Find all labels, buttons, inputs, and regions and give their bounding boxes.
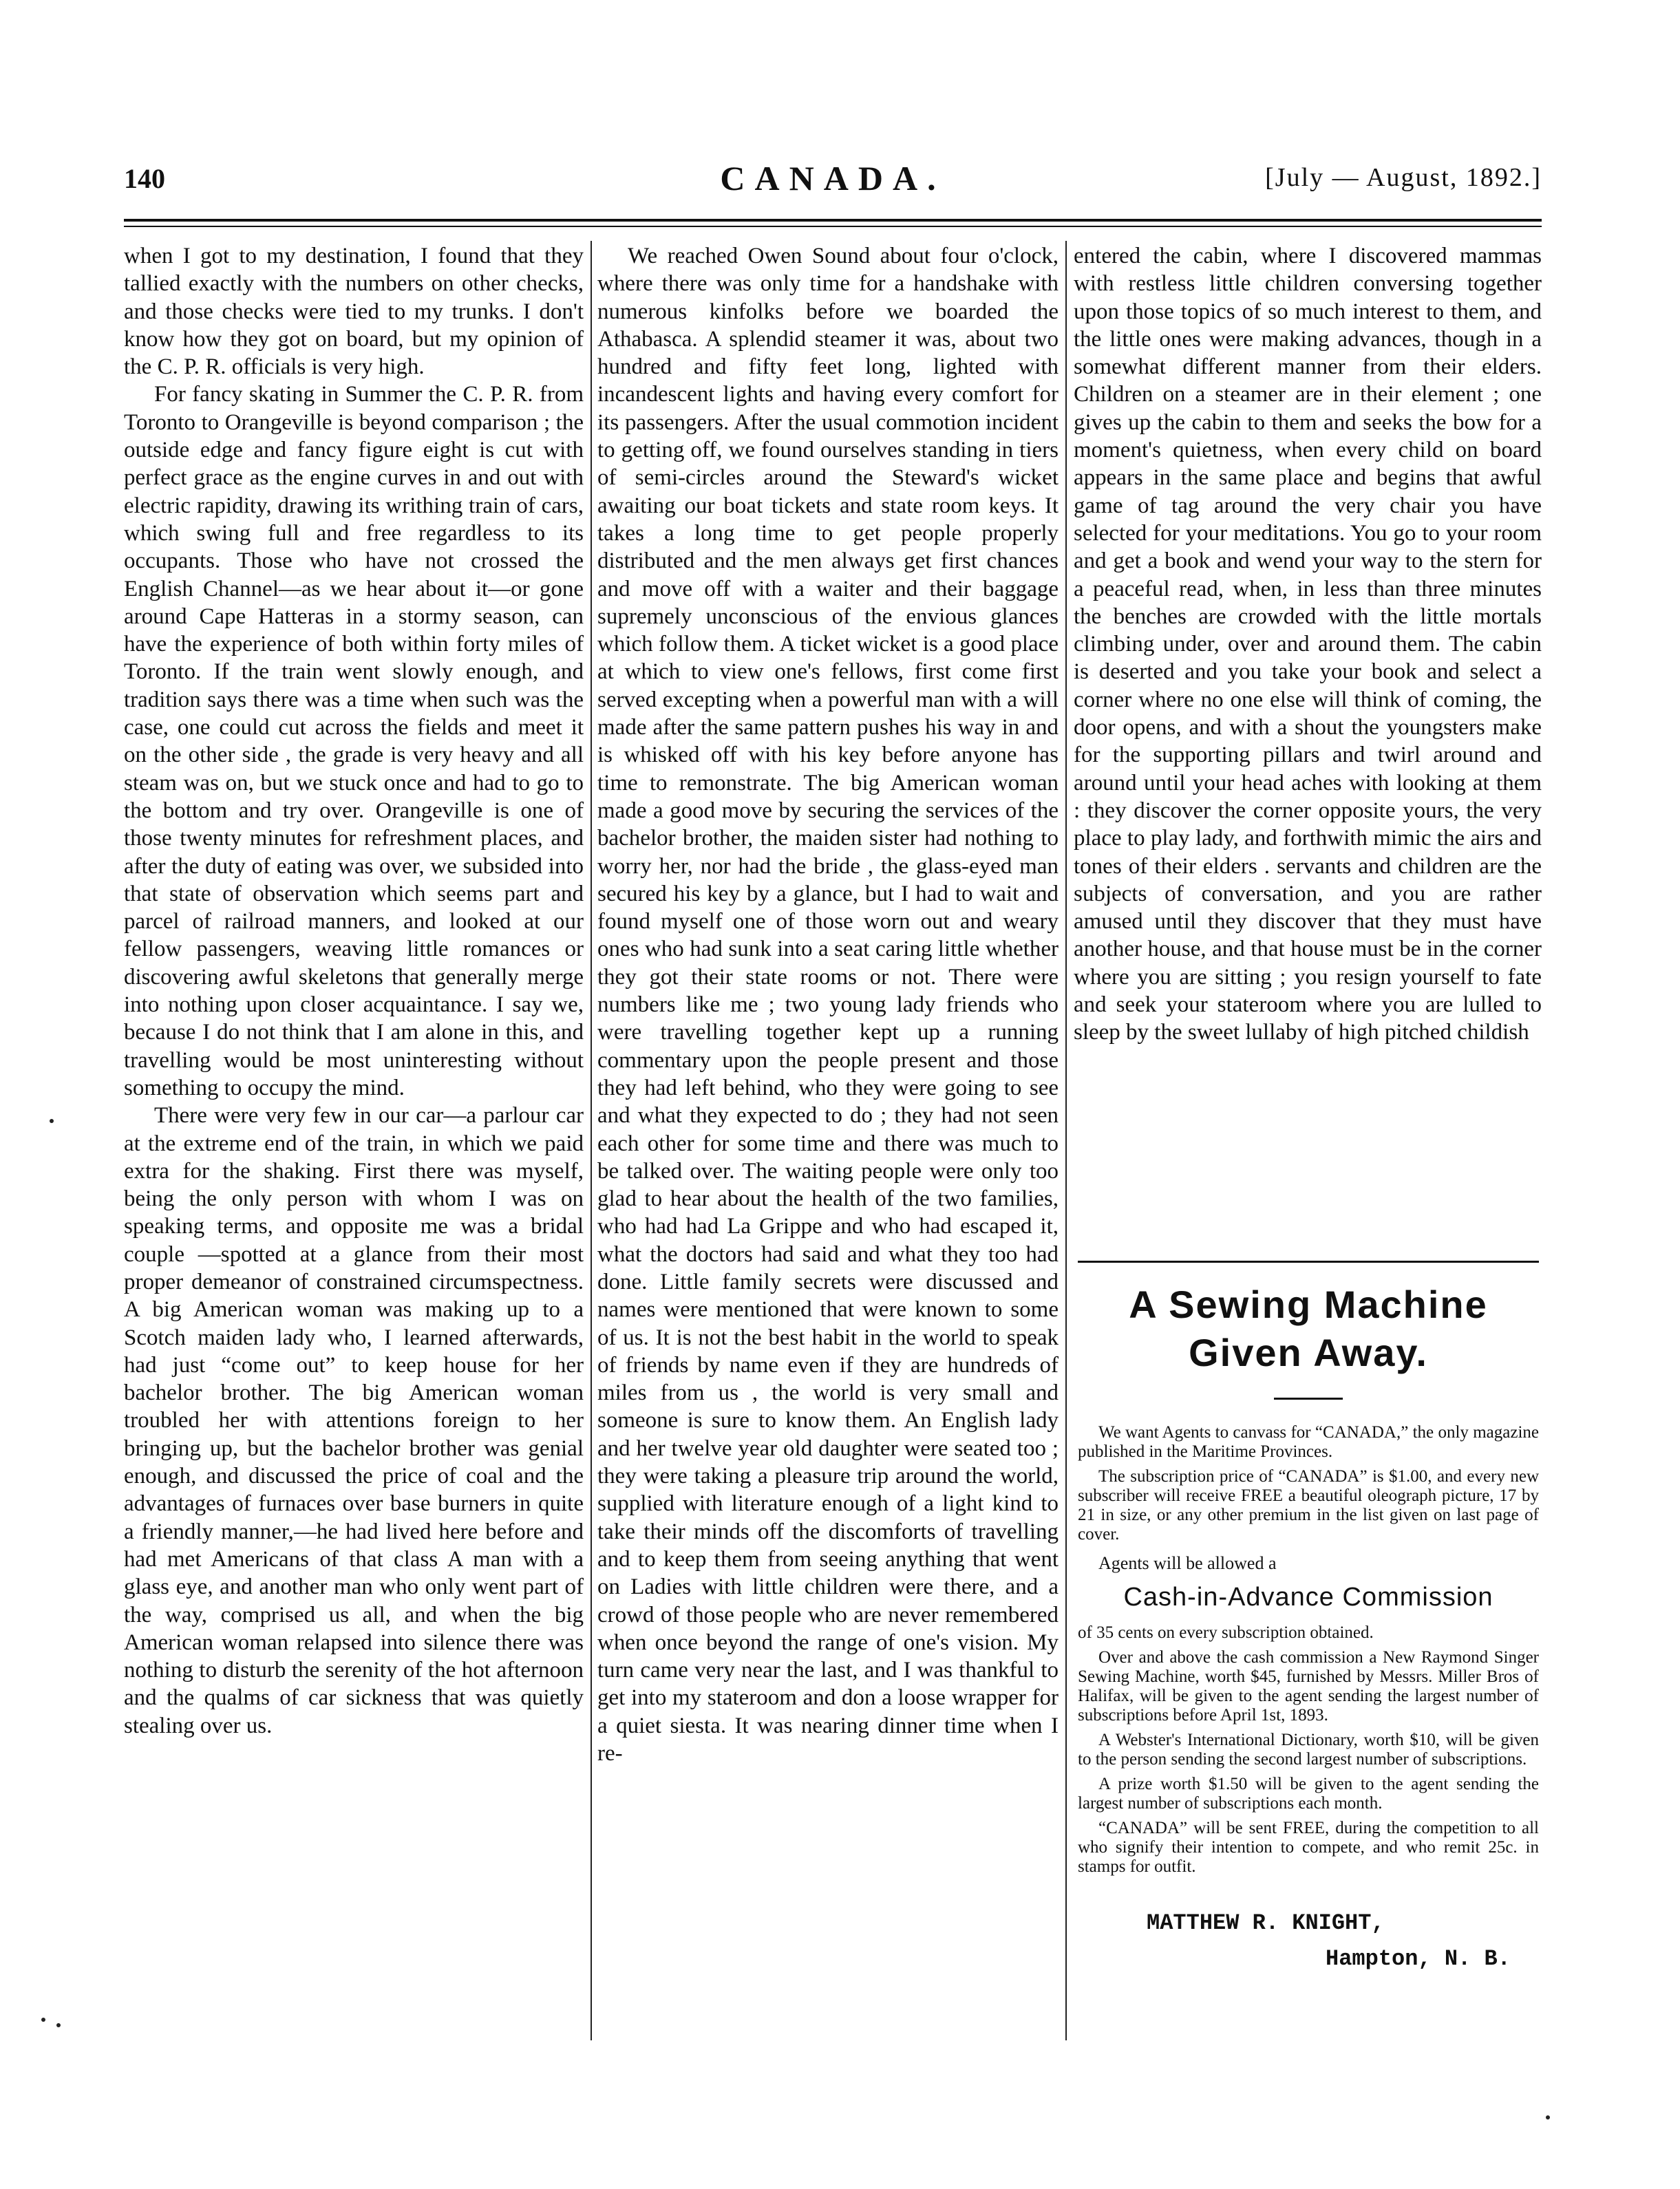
ad-subscription-price: The subscription price of “CANADA” is $1.00, and every new subscriber will receive FREE a beautiful oleograph picture, 17 by 21 in size, or any other premium in the list given on last page of cover. bbox=[1078, 1467, 1539, 1544]
ad-commission-heading: Cash-in-Advance Commission bbox=[1123, 1583, 1493, 1612]
print-speck bbox=[50, 1119, 54, 1123]
print-speck bbox=[1546, 2115, 1550, 2119]
ad-top-rule bbox=[1078, 1261, 1539, 1263]
ad-headline-line-2: Given Away. bbox=[1189, 1331, 1428, 1374]
article-column-2 bbox=[597, 242, 1059, 1767]
header-rule-thin bbox=[124, 226, 1542, 227]
sewing-machine-advertisement bbox=[1078, 1261, 1539, 1977]
ad-signature bbox=[1078, 1905, 1539, 1977]
issue-dateline: [July — August, 1892.] bbox=[1265, 163, 1542, 192]
ad-prize-sewing-machine: Over and above the cash commission a New Raymond Singer Sewing Machine, worth $45, furnished by Messrs. Miller Bros of Halifax, will be given to the agent sending the largest number of subscriptions before April 1st, 1893. bbox=[1078, 1648, 1539, 1724]
ad-divider bbox=[1274, 1398, 1343, 1400]
article-column-3 bbox=[1074, 242, 1542, 1047]
page-number: 140 bbox=[124, 163, 165, 194]
ad-prize-monthly: A prize worth $1.50 will be given to the agent sending the largest number of subscriptions each month. bbox=[1078, 1775, 1539, 1813]
header-rule-thick bbox=[124, 219, 1542, 222]
paragraph: There were very few in our car—a parlour car at the extreme end of the train, in which we paid extra for the shaking. First there was myself, being the only person with whom I was on speaking terms, and opposite me was a bridal couple —spotted at a glance from their most proper demeanor of constrained circumspectness. A big American woman was making up to a Scotch maiden lady who, I learned afterwards, had just “come out” to keep house for her bachelor brother. The big American woman troubled her with attentions foreign to her bringing up, but the bachelor brother was genial enough, and discussed the price of coal and the advantages of furnaces over base burners in quite a friendly manner,—he had lived here before and had met Americans of that class A man with a glass eye, and another man who only went part of the way, comprised us all, and when the big American woman relapsed into silence there was nothing to disturb the serenity of the hot afternoon and the qualms of car sickness that was quietly stealing over us. bbox=[124, 1103, 584, 1738]
paragraph: when I got to my destination, I found that they tallied exactly with the numbers on other checks, and those checks were tied to my trunks. I don't know how they got on board, but my opinion of the C. P. R. officials is very high. bbox=[124, 244, 584, 380]
page-header bbox=[124, 159, 1542, 204]
paragraph: For fancy skating in Summer the C. P. R. from Toronto to Orangeville is beyond comparison ; the outside edge and fancy figure eight is cut with perfect grace as the engine curves in and out with electric rapidity, drawing its writhing train of cars, which swing full and free regardless to its occupants. Those who have not crossed the English Channel—as we hear about it—or gone around Cape Hatteras in a stormy season, can have the experience of both within forty miles of Toronto. If the train went slowly enough, and tradition says there was a time when such was the case, one could cut across the fields and meet it on the other side , the grade is very heavy and all steam was on, but we stuck once and had to go to the bottom and try over. Orangeville is one of those twenty minutes for refreshment places, and after the duty of eating was over, we subsided into that state of observation which seems part and parcel of railroad manners, and looked at our fellow passengers, weaving little romances or discovering awful skeletons that generally merge into nothing upon closer acquaintance. I say we, because I do not think that I am alone in this, and travelling would be most uninteresting without something to occupy the mind. bbox=[124, 382, 584, 1100]
article-column-1 bbox=[124, 242, 584, 1740]
column-divider-1 bbox=[591, 241, 592, 2040]
ad-agents-note: Agents will be allowed a bbox=[1098, 1553, 1277, 1573]
paragraph: entered the cabin, where I discovered mammas with restless little children conversing together upon those topics of so much interest to them, and the little ones were making advances, though in a somewhat different manner from their elders. Children on a steamer are in their element ; one gives up the cabin to them and seeks the bow for a moment's quietness, when every child on board appears in the same place and begins that awful game of tag around the very chair you have selected for your meditations. You go to your room and get a book and wend your way to the stern for a peaceful read, when, in less than three minutes the benches are crowded with the little mortals climbing under, over and around them. The cabin is deserted and you take your book and select a corner where no one else will think of coming, the door opens, and with a shout the youngsters make for the supporting pillars and twirl around and around until your head aches with looking at them : they discover the corner opposite yours, the very place to play lady, and forthwith mimic the airs and tones of their elders . servants and children are the subjects of conversation, and you are rather amused until they discover that they must have another house, and that house must be in the corner where you are sitting ; you resign yourself to fate and seek your stateroom where you are lulled to sleep by the sweet lullaby of high pitched childish bbox=[1074, 244, 1542, 1045]
paragraph: We reached Owen Sound about four o'clock, where there was only time for a handshake with numerous kinfolks before we boarded the Athabasca. A splendid steamer it was, about two hundred and fifty feet long, lighted with incandescent lights and having every comfort for its passengers. After the usual commotion incident to getting off, we found ourselves standing in tiers of semi-circles around the Steward's wicket awaiting our boat tickets and state room keys. It takes a long time to get people properly distributed and the men always get first chances and move off with a waiter and their baggage supremely unconscious of the envious glances which follow them. A ticket wicket is a good place at which to view one's fellows, first come first served excepting when a powerful man with a will made after the same pattern pushes his way in and is whisked off with his key before anyone has time to remonstrate. The big American woman made a good move by securing the services of the bachelor brother, the maiden sister had nothing to worry her, nor had the bride , the glass-eyed man secured his key by a glance, but I had to wait and found myself one of those worn out and weary ones who had sunk into a seat caring little whether they got their state rooms or not. There were numbers like me ; two young lady friends who were travelling together kept up a running commentary upon the people present and those they had left behind, who they were going to see and what they expected to do ; they had not seen each other for some time and there was much to be talked over. The waiting people were only too glad to hear about the health of the two families, who had had La Grippe and who had escaped it, what the doctors had said and what they too had done. Little family secrets were discussed and names were mentioned that were known to some of us. It is not the best habit in the world to speak of friends by name even if they are hundreds of miles from us , the world is very small and someone is sure to know them. An English lady and her twelve year old daughter were seated too ; they were taking a pleasure trip around the world, supplied with literature enough of a light kind to take their minds off the discomforts of travelling and to keep them from seeing anything that went on Ladies with little children were there, and a crowd of those people who are never remembered when once beyond the range of one's vision. My turn came very near the last, and I was thankful to get into my stateroom and don a loose wrapper for a quiet siesta. It was nearing dinner time when I re- bbox=[597, 244, 1059, 1766]
column-divider-2 bbox=[1065, 241, 1067, 2040]
masthead-title: CANADA. bbox=[720, 159, 946, 197]
signature-place: Hampton, N. B. bbox=[1326, 1946, 1511, 1972]
ad-free-offer: “CANADA” will be sent FREE, during the competition to all who signify their intention to compete, and who remit 25c. in stamps for outfit. bbox=[1078, 1819, 1539, 1876]
signature-name: MATTHEW R. KNIGHT, bbox=[1147, 1910, 1385, 1936]
ad-headline bbox=[1078, 1281, 1539, 1377]
print-speck bbox=[56, 2023, 61, 2027]
ad-intro: We want Agents to canvass for “CANADA,” the only magazine published in the Maritime Provinces. bbox=[1078, 1423, 1539, 1461]
ad-commission-detail: of 35 cents on every subscription obtained. bbox=[1078, 1623, 1374, 1642]
print-speck bbox=[41, 2018, 45, 2022]
ad-headline-line-1: A Sewing Machine bbox=[1129, 1283, 1488, 1326]
ad-prize-dictionary: A Webster's International Dictionary, worth $10, will be given to the person sending the second largest number of subscriptions. bbox=[1078, 1731, 1539, 1769]
